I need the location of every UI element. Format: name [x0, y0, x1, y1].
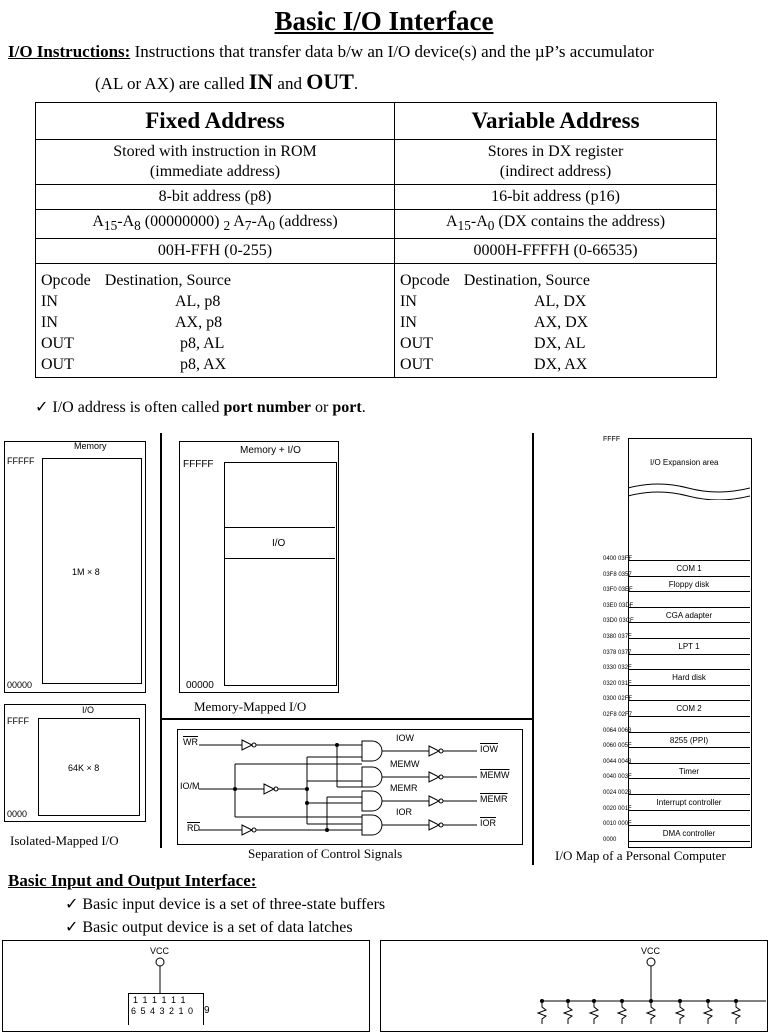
- io-top-address: FFFF: [7, 716, 29, 726]
- control-logic-diagram: [177, 729, 521, 843]
- txt: -A: [117, 213, 135, 230]
- operands: AX, p8: [175, 314, 223, 332]
- iomap-entry: [628, 591, 750, 608]
- memw-output: MEMW: [480, 770, 510, 780]
- panel-divider: [160, 433, 162, 848]
- period: .: [353, 74, 359, 93]
- pin-9: 9: [204, 1005, 210, 1016]
- iomap-entry-address: 0000: [603, 837, 617, 843]
- memory-top-address: FFFFF: [7, 456, 35, 466]
- txt: (address): [275, 213, 338, 230]
- operands: AL, DX: [534, 293, 587, 311]
- vcc-label: VCC: [150, 946, 170, 956]
- header-fixed-address: Fixed Address: [36, 103, 395, 140]
- opcode: OUT: [400, 335, 433, 353]
- iomap-entry-address: 0044 0043: [603, 759, 632, 765]
- dest-source-header: Destination, Source: [463, 272, 590, 290]
- and-text: and: [273, 74, 307, 93]
- iomap-caption: I/O Map of a Personal Computer: [555, 848, 726, 863]
- opcode: IN: [400, 293, 417, 311]
- io-bottom-address: 0000: [7, 809, 28, 819]
- iomap-entry: [628, 622, 750, 639]
- iomap-entry: COM 1: [628, 560, 750, 577]
- fixed-width: 8-bit address (p8): [36, 185, 395, 210]
- section-heading: Basic Input and Output Interface:: [8, 871, 257, 890]
- txt: -A: [251, 213, 269, 230]
- iomap-entry-address: 03E0 03DF: [603, 603, 634, 609]
- operands: p8, AX: [180, 356, 227, 374]
- variable-opcodes: [395, 264, 717, 378]
- page-title: Basic I/O Interface: [274, 6, 494, 36]
- fixed-storage-line1: Stored with instruction in ROM: [113, 143, 317, 160]
- txt: A: [445, 213, 458, 230]
- wr-signal: $\overline{WR}$: [183, 737, 198, 747]
- iomap-entry: LPT 1: [628, 638, 750, 655]
- txt: or: [311, 399, 333, 416]
- fixed-address-lines: [36, 210, 395, 239]
- variable-storage-line1: Stores in DX register: [487, 143, 624, 160]
- txt: .: [361, 399, 366, 416]
- opcode: OUT: [400, 356, 433, 374]
- sub: 0: [268, 218, 276, 234]
- in-keyword: IN: [248, 69, 274, 94]
- iomap-entry-address: 0024 0023: [603, 790, 632, 796]
- panel-divider: [162, 718, 532, 720]
- iomap-entry: CGA adapter: [628, 607, 750, 624]
- sub: 7: [244, 218, 252, 234]
- vcc2-label: VCC: [641, 946, 661, 956]
- memmap-caption: Memory-Mapped I/O: [194, 699, 307, 714]
- operands: DX, AL: [534, 335, 586, 353]
- intro-text-1: Instructions that transfer data b/w an I/O device(s) and the µP’s accumulator: [130, 42, 654, 61]
- opcode: IN: [400, 314, 417, 332]
- fixed-storage-line2: (immediate address): [149, 163, 281, 180]
- operands: p8, AL: [180, 335, 225, 353]
- fixed-opcodes: [36, 264, 395, 378]
- port-number-term: port number: [223, 399, 312, 416]
- txt: (DX contains the address): [494, 213, 666, 230]
- iomap-break: [628, 480, 750, 500]
- iom-signal: IO/M: [180, 781, 200, 791]
- memr-output: MEMR: [480, 794, 508, 804]
- iomap-entry-address: 0378 0377: [603, 650, 632, 656]
- iomap-entry-address: 0300 02FF: [603, 696, 633, 702]
- iomap-entry: Timer: [628, 763, 750, 780]
- iomap-entry: 8255 (PPI): [628, 732, 750, 749]
- iomap-entry-address: 03F8 0357: [603, 572, 632, 578]
- memory-label: Memory: [74, 441, 107, 451]
- txt: -A: [470, 213, 488, 230]
- iomap-entry-address: 0400 03FF: [603, 556, 633, 562]
- iomap-entry-address: 0064 0063: [603, 728, 632, 734]
- memmap-bottom-address: 00000: [186, 680, 214, 691]
- iomap-entry: [628, 778, 750, 795]
- iomap-entry-address: 0380 037F: [603, 634, 632, 640]
- iomap-top-address: FFFF: [603, 436, 621, 443]
- iomap-entry-address: 03D0 03CF: [603, 618, 634, 624]
- address-comparison-table: [35, 102, 717, 378]
- intro-line-1: [8, 42, 654, 62]
- opcode-header: Opcode: [41, 272, 91, 290]
- iomap-entry: [628, 716, 750, 733]
- opcode: OUT: [41, 335, 74, 353]
- iomap-entry: DMA controller: [628, 825, 750, 842]
- intro-label: I/O Instructions:: [8, 42, 131, 61]
- sub: 15: [457, 218, 471, 234]
- port-note: [35, 397, 366, 417]
- memory-size: 1M × 8: [72, 567, 100, 577]
- iomap-entry-address: 02F8 02F7: [603, 712, 633, 718]
- iomap-entry-address: 0040 003F: [603, 774, 632, 780]
- vcc-pullup: [150, 957, 170, 993]
- iomap-entry-address: 0020 001F: [603, 806, 632, 812]
- check-icon: ✓: [35, 399, 49, 416]
- rd-signal: $\overline{RD}$: [187, 823, 200, 833]
- operands: DX, AX: [534, 356, 588, 374]
- memmap-block: [224, 462, 337, 686]
- fixed-range: 00H-FFH (0-255): [36, 239, 395, 264]
- out-keyword: OUT: [306, 69, 354, 94]
- io-label: I/O: [82, 705, 95, 715]
- iomap-entry: Floppy disk: [628, 576, 750, 593]
- isolated-caption: Isolated-Mapped I/O: [10, 833, 119, 848]
- variable-storage-line2: (indirect address): [499, 163, 612, 180]
- operands: AX, DX: [534, 314, 589, 332]
- memw-gate-label: MEMW: [390, 759, 420, 769]
- variable-range: 0000H-FFFFH (0-66535): [395, 239, 717, 264]
- opcode-header: Opcode: [400, 272, 450, 290]
- iow-gate-label: IOW: [396, 733, 414, 743]
- sub: 0: [487, 218, 495, 234]
- variable-storage: [395, 140, 717, 185]
- variable-width: 16-bit address (p16): [395, 185, 717, 210]
- iomap-entry-address: 0320 031F: [603, 681, 632, 687]
- bullet-input-device: ✓ Basic input device is a set of three-state buffers: [65, 896, 386, 913]
- iomap-entry: Interrupt controller: [628, 794, 750, 811]
- sub: 2: [223, 218, 231, 234]
- dest-source-header: Destination, Source: [104, 272, 231, 290]
- memmap-top-address: FFFFF: [183, 459, 214, 470]
- iomap-entry-address: 0060 005F: [603, 743, 632, 749]
- ior-output: $\overline{IOR}$: [480, 818, 497, 828]
- memory-bottom-address: 00000: [7, 680, 33, 690]
- opcode: IN: [41, 314, 58, 332]
- fixed-storage: [36, 140, 395, 185]
- resistor-pullups: [530, 957, 766, 1024]
- iomap-entry: COM 2: [628, 700, 750, 717]
- txt: A: [230, 213, 245, 230]
- operands: AL, p8: [175, 293, 221, 311]
- opcode: IN: [41, 293, 58, 311]
- iomap-entry-address: 03F0 03EF: [603, 587, 633, 593]
- variable-address-lines: [395, 210, 717, 239]
- iomap-entry: Hard disk: [628, 669, 750, 686]
- control-caption: Separation of Control Signals: [248, 846, 403, 861]
- ior-gate-label: IOR: [396, 807, 413, 817]
- memmap-io-label: I/O: [272, 538, 286, 549]
- io-size: 64K × 8: [68, 763, 100, 773]
- iomap-entry-address: 0010 000F: [603, 821, 632, 827]
- intro-text-2: (AL or AX) are called: [95, 74, 249, 93]
- pin-numbers-bottom: 6 5 4 3 2 1 0: [131, 1006, 195, 1016]
- opcode: OUT: [41, 356, 74, 374]
- txt: I/O address is often called: [48, 399, 224, 416]
- panel-divider: [532, 433, 534, 865]
- header-variable-address: Variable Address: [395, 103, 717, 140]
- iomap-expansion-area: I/O Expansion area: [650, 458, 719, 467]
- pin-numbers-top: 1 1 1 1 1 1: [133, 995, 187, 1005]
- port-term: port: [332, 399, 362, 416]
- bullet-output-device: ✓ Basic output device is a set of data latches: [65, 919, 353, 936]
- txt: (00000000): [140, 213, 224, 230]
- sub: 15: [103, 218, 118, 234]
- memmap-label: Memory + I/O: [240, 445, 301, 456]
- intro-line-2: [95, 69, 358, 95]
- sub: 8: [134, 218, 141, 234]
- memr-gate-label: MEMR: [390, 783, 418, 793]
- iomap-entry-address: 0330 032F: [603, 665, 632, 671]
- txt: A: [92, 213, 104, 230]
- iow-output: $\overline{IOW}$: [480, 744, 498, 754]
- iomap-entry: [628, 747, 750, 764]
